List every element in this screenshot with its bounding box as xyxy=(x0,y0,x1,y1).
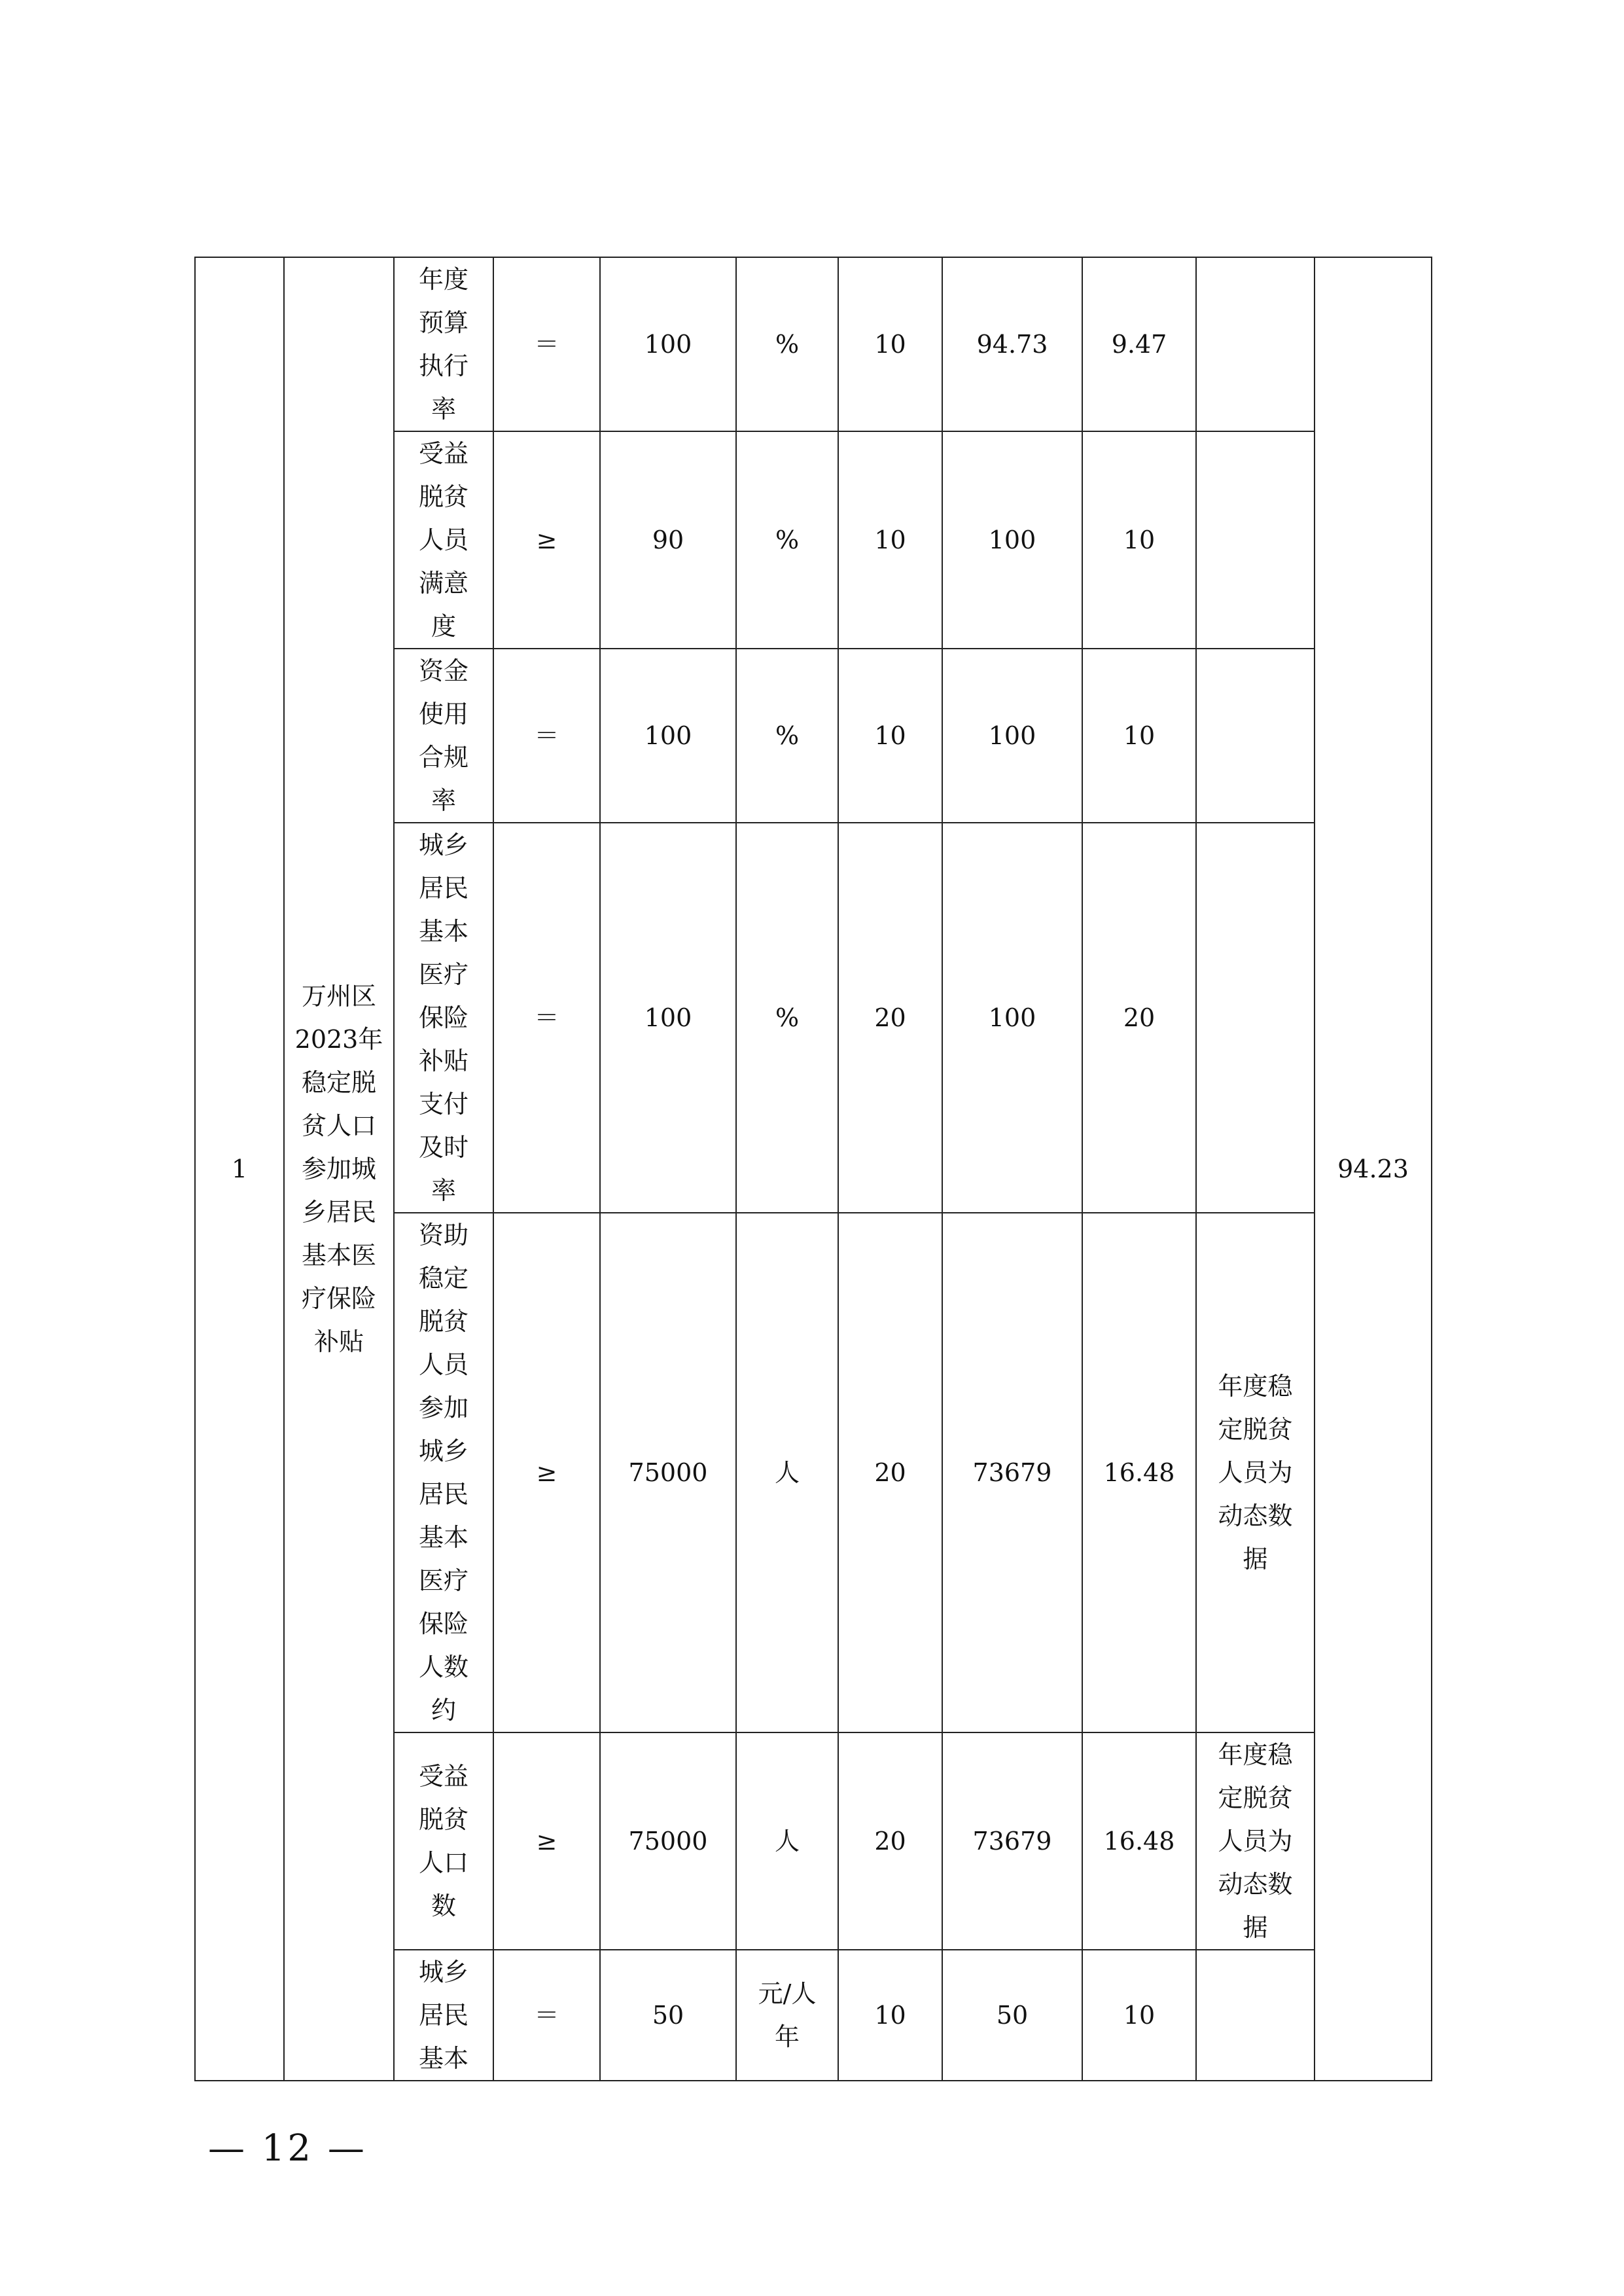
text-line: 度 xyxy=(431,612,456,641)
text-line: 基本 xyxy=(418,917,468,946)
unit-cell xyxy=(736,1732,838,1950)
text-line: 人员为 xyxy=(1218,1458,1293,1487)
indicator-cell xyxy=(394,823,493,1213)
weight-cell: 10 xyxy=(838,257,942,431)
target-cell: 75000 xyxy=(600,1213,736,1732)
score-cell: 10 xyxy=(1082,431,1196,649)
text-line: 保险 xyxy=(418,1003,468,1032)
total-score-cell: 94.23 xyxy=(1315,257,1432,2081)
text-line: 城乡 xyxy=(418,1958,468,1986)
text-line: % xyxy=(775,1003,800,1032)
actual-cell: 100 xyxy=(942,649,1082,823)
text-line: 脱贫 xyxy=(418,1805,468,1834)
weight-cell: 10 xyxy=(838,431,942,649)
text-line: 医疗 xyxy=(418,1566,468,1595)
unit-cell xyxy=(736,823,838,1213)
target-cell: 100 xyxy=(600,257,736,431)
text-line: 居民 xyxy=(418,1480,468,1509)
score-cell: 10 xyxy=(1082,1950,1196,2081)
text-line: 数 xyxy=(431,1892,456,1920)
score-cell: 10 xyxy=(1082,649,1196,823)
text-line: 居民 xyxy=(418,2001,468,2030)
text-line: 城乡 xyxy=(418,831,468,859)
text-line: 人员为 xyxy=(1218,1827,1293,1856)
weight-cell: 20 xyxy=(838,1213,942,1732)
operator-cell: ≥ xyxy=(493,431,600,649)
text-line: 资助 xyxy=(418,1221,468,1249)
text-line: 年度 xyxy=(418,265,468,294)
text-line: 使用 xyxy=(418,700,468,728)
unit-cell xyxy=(736,1213,838,1732)
text-line: 年度稳 xyxy=(1218,1740,1293,1769)
indicator-cell xyxy=(394,1732,493,1950)
text-line: 补贴 xyxy=(313,1327,364,1356)
operator-cell: ≥ xyxy=(493,1732,600,1950)
text-line: 疗保险 xyxy=(301,1284,376,1313)
performance-table xyxy=(194,257,1432,2081)
target-cell: 90 xyxy=(600,431,736,649)
text-line: 定脱贫 xyxy=(1218,1784,1293,1812)
text-line: 据 xyxy=(1243,1913,1268,1942)
weight-cell: 10 xyxy=(838,1950,942,2081)
text-line: 基本 xyxy=(418,2044,468,2073)
note-cell xyxy=(1196,1213,1315,1732)
text-line: % xyxy=(775,526,800,554)
text-line: 贫人口 xyxy=(301,1111,376,1140)
text-line: 年 xyxy=(774,2022,800,2051)
target-cell: 100 xyxy=(600,823,736,1213)
text-line: 动态数 xyxy=(1218,1501,1293,1530)
text-line: 执行 xyxy=(418,351,468,380)
serial-cell: 1 xyxy=(195,257,284,2081)
text-line: % xyxy=(775,330,800,359)
note-cell xyxy=(1196,823,1315,1213)
table-row xyxy=(195,257,1432,431)
note-cell xyxy=(1196,1950,1315,2081)
text-line: % xyxy=(775,721,800,750)
actual-cell: 100 xyxy=(942,431,1082,649)
indicator-cell xyxy=(394,1950,493,2081)
text-line: 脱贫 xyxy=(418,1307,468,1336)
text-line: 约 xyxy=(431,1696,456,1725)
text-line: 补贴 xyxy=(418,1047,468,1075)
text-line: 人员 xyxy=(418,1350,468,1379)
text-line: 据 xyxy=(1243,1545,1268,1573)
text-line: 资金 xyxy=(418,656,468,685)
operator-cell: ＝ xyxy=(493,257,600,431)
indicator-cell xyxy=(394,257,493,431)
text-line: 稳定脱 xyxy=(301,1068,376,1097)
text-line: 满意 xyxy=(418,569,468,598)
text-line: 合规 xyxy=(418,743,468,772)
indicator-cell xyxy=(394,1213,493,1732)
unit-cell xyxy=(736,649,838,823)
indicator-cell xyxy=(394,649,493,823)
score-cell: 16.48 xyxy=(1082,1732,1196,1950)
operator-cell: ≥ xyxy=(493,1213,600,1732)
text-line: 率 xyxy=(431,395,456,423)
text-line: 人口 xyxy=(418,1848,468,1877)
text-line: 元/人 xyxy=(758,1979,817,2008)
text-line: 率 xyxy=(431,786,456,815)
text-line: 受益 xyxy=(418,439,468,468)
text-line: 人 xyxy=(774,1458,800,1487)
text-line: 人数 xyxy=(418,1653,468,1681)
score-cell: 20 xyxy=(1082,823,1196,1213)
text-line: 脱贫 xyxy=(418,482,468,511)
weight-cell: 10 xyxy=(838,649,942,823)
text-line: 年度稳 xyxy=(1218,1372,1293,1401)
operator-cell: ＝ xyxy=(493,649,600,823)
text-line: 受益 xyxy=(418,1762,468,1791)
text-line: 人 xyxy=(774,1827,800,1856)
target-cell: 75000 xyxy=(600,1732,736,1950)
actual-cell: 100 xyxy=(942,823,1082,1213)
note-cell xyxy=(1196,257,1315,431)
text-line: 稳定 xyxy=(418,1264,468,1293)
text-line: 人员 xyxy=(418,526,468,554)
indicator-cell xyxy=(394,431,493,649)
page-number: — 12 — xyxy=(208,2127,367,2170)
actual-cell: 73679 xyxy=(942,1213,1082,1732)
actual-cell: 50 xyxy=(942,1950,1082,2081)
note-cell xyxy=(1196,431,1315,649)
text-line: 支付 xyxy=(418,1090,468,1119)
actual-cell: 73679 xyxy=(942,1732,1082,1950)
text-line: 参加城 xyxy=(301,1155,376,1183)
text-line: 及时 xyxy=(418,1133,468,1162)
text-line: 基本医 xyxy=(301,1241,376,1270)
actual-cell: 94.73 xyxy=(942,257,1082,431)
target-cell: 50 xyxy=(600,1950,736,2081)
project-name-cell xyxy=(284,257,394,2081)
text-line: 动态数 xyxy=(1218,1870,1293,1899)
text-line: 乡居民 xyxy=(301,1198,376,1227)
operator-cell: ＝ xyxy=(493,823,600,1213)
text-line: 医疗 xyxy=(418,960,468,989)
text-line: 率 xyxy=(431,1176,456,1205)
text-line: 城乡 xyxy=(418,1437,468,1465)
text-line: 参加 xyxy=(418,1393,468,1422)
text-line: 保险 xyxy=(418,1609,468,1638)
weight-cell: 20 xyxy=(838,823,942,1213)
note-cell xyxy=(1196,1732,1315,1950)
text-line: 预算 xyxy=(418,308,468,337)
score-cell: 16.48 xyxy=(1082,1213,1196,1732)
weight-cell: 20 xyxy=(838,1732,942,1950)
unit-cell xyxy=(736,257,838,431)
text-line: 万州区 xyxy=(301,982,376,1011)
note-cell xyxy=(1196,649,1315,823)
text-line: 基本 xyxy=(418,1523,468,1552)
target-cell: 100 xyxy=(600,649,736,823)
text-line: 2023年 xyxy=(294,1025,383,1054)
unit-cell xyxy=(736,1950,838,2081)
score-cell: 9.47 xyxy=(1082,257,1196,431)
operator-cell: ＝ xyxy=(493,1950,600,2081)
unit-cell xyxy=(736,431,838,649)
text-line: 居民 xyxy=(418,874,468,903)
text-line: 定脱贫 xyxy=(1218,1415,1293,1444)
